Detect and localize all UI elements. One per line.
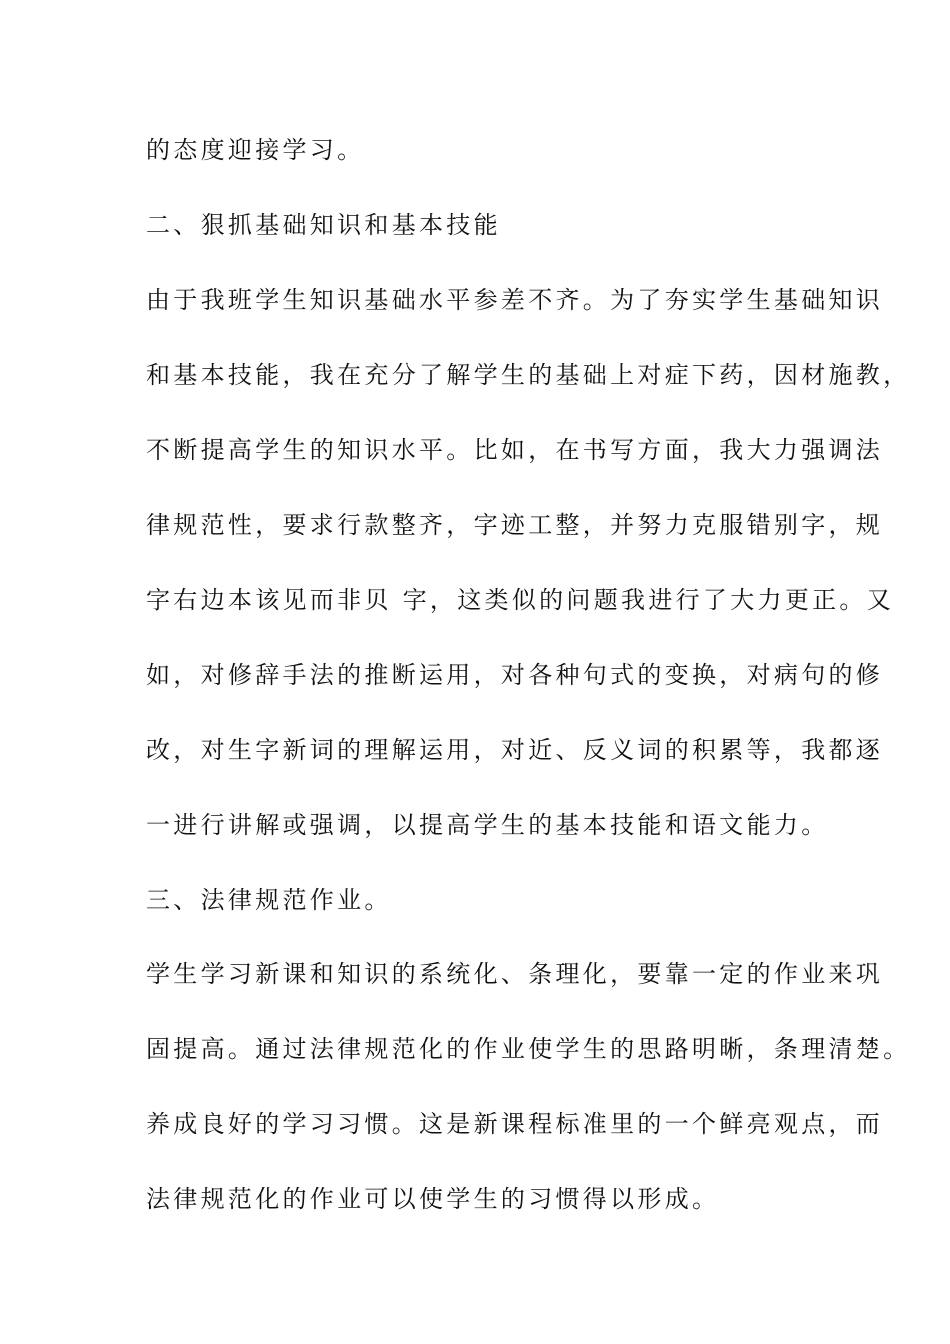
paragraph-line: 的态度迎接学习。 [146,136,365,164]
paragraph-line: 改，对生字新词的理解运用，对近、反义词的积累等，我都逐 [146,736,884,764]
paragraph-line: 学生学习新课和知识的系统化、条理化，要靠一定的作业来巩 [146,960,884,988]
paragraph-line: 字右边本该见而非贝 字，这类似的问题我进行了大力更正。又 [146,586,895,614]
paragraph-line: 法律规范化的作业可以使学生的习惯得以形成。 [146,1185,720,1213]
paragraph-line: 和基本技能，我在充分了解学生的基础上对症下药，因材施教， [146,361,911,389]
section-heading: 三、法律规范作业。 [146,886,392,914]
paragraph-line: 不断提高学生的知识水平。比如，在书写方面，我大力强调法 [146,436,884,464]
paragraph-line: 养成良好的学习习惯。这是新课程标准里的一个鲜亮观点，而 [146,1110,884,1138]
paragraph-line: 一进行讲解或强调，以提高学生的基本技能和语文能力。 [146,811,829,839]
paragraph-line: 律规范性，要求行款整齐，字迹工整，并努力克服错别字，规 [146,511,884,539]
paragraph-line: 固提高。通过法律规范化的作业使学生的思路明晰，条理清楚。 [146,1035,911,1063]
paragraph-line: 如，对修辞手法的推断运用，对各种句式的变换，对病句的修 [146,661,884,689]
paragraph-line: 由于我班学生知识基础水平参差不齐。为了夯实学生基础知识 [146,286,884,314]
section-heading: 二、狠抓基础知识和基本技能 [146,211,501,239]
